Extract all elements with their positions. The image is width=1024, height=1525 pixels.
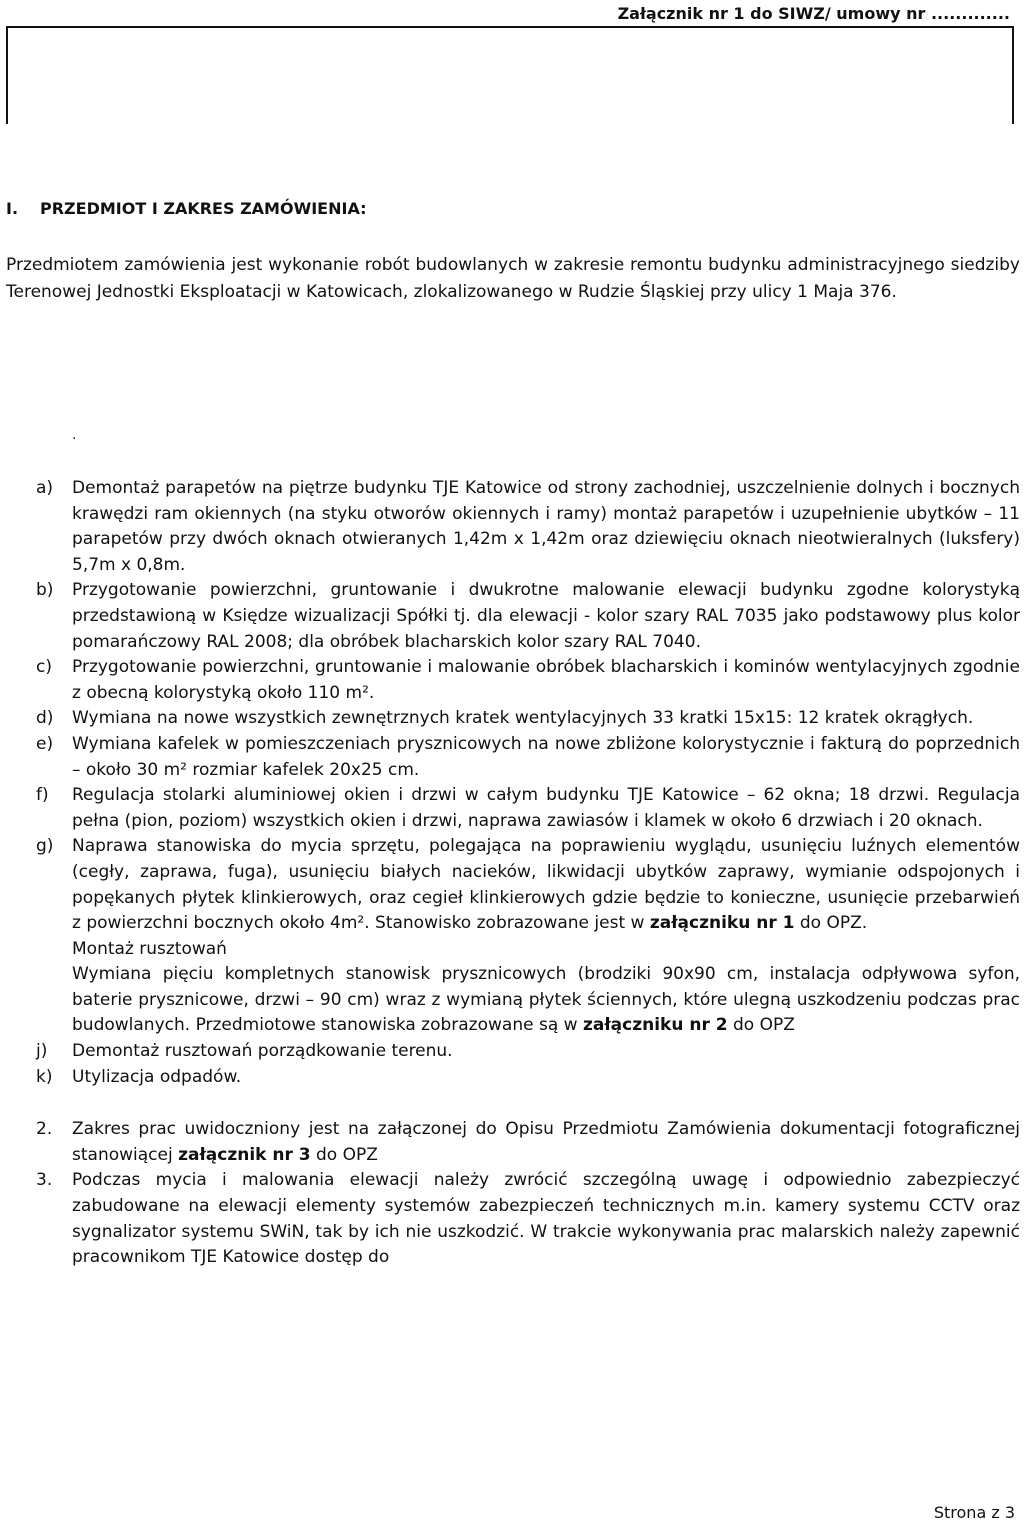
- item-text: Przygotowanie powierzchni, gruntowanie i malowanie obróbek blacharskich i kominów wentylacyjnych zgodnie z obecną kolorystyką około 110 m².: [72, 657, 1020, 703]
- item-text: Demontaż rusztowań porządkowanie terenu.: [72, 1041, 453, 1062]
- section-title: [6, 198, 367, 220]
- item-text: Regulacja stolarki aluminiowej okien i drzwi w całym budynku TJE Katowice – 62 okna; 18 drzwi. Regulacja pełna (pion, poziom) wszystkich okien i drzwi, naprawa zawiasów i klamek w około 6 drzwiach i 20 oknach.: [72, 785, 1020, 831]
- item-text: Przygotowanie powierzchni, gruntowanie i dwukrotne malowanie elewacji budynku zgodne kolorystyką przedstawioną w Księdze wizualizacji Spółki tj. dla elewacji - kolor szary RAL 7035 jako podstawowy plus kolor pomarańczowy RAL 2008; dla obróbek blacharskich kolor szary RAL 7040.: [72, 580, 1020, 652]
- item-text: [72, 1168, 1020, 1270]
- numbered-item: [36, 1117, 1020, 1168]
- attachment-reference: załączniku nr 1: [649, 913, 795, 934]
- item-text-part: Naprawa stanowiska do mycia sprzętu, polegająca na poprawieniu wyglądu, usunięciu luźnych elementów (cegły, zaprawa, fuga), usunięciu białych nacieków, likwidacji ubytków zaprawy, wymianie odspojonych i popękanych płytek klinkierowych, oraz cegieł klinkierowych gdzie będzie to konieczne, usunięcie przebarwień z powierzchni bocznych około 4m². Stanowisko zobrazowane jest w: [72, 836, 1020, 934]
- item-text-part: Zakres prac uwidoczniony jest na załączonej do Opisu Przedmiotu Zamówienia dokumentacji fotograficznej stanowiącej: [72, 1119, 1020, 1165]
- attachment-reference: załącznik nr 3: [178, 1144, 311, 1165]
- spacer: [36, 1090, 1020, 1117]
- item-text: [72, 834, 1020, 936]
- list-item: [36, 937, 1020, 963]
- list-item: [36, 783, 1020, 834]
- item-text-part: Podczas mycia i malowania elewacji należy zwrócić szczególną uwagę i odpowiednio zabezpieczyć zabudowane na elewacji elementy systemów zabezpieczeń technicznych m.in. kamery systemu CCTV oraz sygnalizator systemu SWiN, tak by ich nie uszkodzić. W trakcie wykonywania prac malarskich należy zapewnić pracownikom TJE Katowice dostęp do: [72, 1170, 1020, 1268]
- item-marker: g): [36, 836, 54, 857]
- list-item: [36, 732, 1020, 783]
- item-marker: j): [36, 1041, 48, 1062]
- item-marker: c): [36, 657, 52, 678]
- item-text: Montaż rusztowań: [72, 938, 227, 959]
- item-text-part: do OPZ: [727, 1015, 795, 1036]
- item-marker: 2.: [36, 1119, 53, 1140]
- list-item: [36, 1039, 1020, 1065]
- item-text: Wymiana kafelek w pomieszczeniach prysznicowych na nowe zbliżone kolorystycznie i fakturą do poprzednich – około 30 m² rozmiar kafelek 20x25 cm.: [72, 733, 1020, 780]
- page-footer: Strona z 3: [933, 1503, 1015, 1522]
- item-marker: k): [36, 1066, 53, 1087]
- numbered-item: [36, 1168, 1020, 1270]
- item-marker: d): [36, 708, 54, 729]
- scope-list: [36, 476, 1020, 1271]
- item-text-part: Wymiana pięciu kompletnych stanowisk prysznicowych (brodziki 90x90 cm, instalacja odpływowa syfon, baterie prysznicowe, drzwi – 90 cm) wraz z wymianą płytek ściennych, które ulegną uszkodzeniu podczas prac budowlanych. Przedmiotowe stanowiska zobrazowane są w: [72, 964, 1020, 1036]
- item-text: [72, 962, 1020, 1039]
- item-text: Demontaż parapetów na piętrze budynku TJE Katowice od strony zachodniej, uszczelnienie dolnych i bocznych krawędzi ram okiennych (na styku otworów okiennych i ramy) montaż parapetów i uzupełnienie ubytków – 11 parapetów przy dwóch oknach otwieranych 1,42m x 1,42m oraz dziewięciu oknach nieotwieralnych (luksfery) 5,7m x 0,8m.: [72, 478, 1020, 575]
- item-text: Wymiana na nowe wszystkich zewnętrznych kratek wentylacyjnych 33 kratki 15x15: 12 kratek okrągłych.: [72, 708, 974, 729]
- item-marker: [36, 937, 72, 963]
- item-text-part: do OPZ: [310, 1144, 378, 1165]
- attachment-reference: załączniku nr 2: [582, 1015, 728, 1036]
- item-marker: f): [36, 785, 49, 806]
- item-marker: a): [36, 478, 54, 498]
- list-item: [36, 655, 1020, 706]
- section-heading: PRZEDMIOT I ZAKRES ZAMÓWIENIA:: [40, 199, 367, 218]
- list-item: [36, 476, 1020, 578]
- list-item: [36, 1065, 1020, 1091]
- intro-paragraph: Przedmiotem zamówienia jest wykonanie robót budowlanych w zakresie remontu budynku administracyjnego siedziby Terenowej Jednostki Eksploatacji w Katowicach, zlokalizowanego w Rudzie Śląskiej przy ulicy 1 Maja 376.: [6, 255, 1020, 302]
- item-marker: b): [36, 580, 54, 601]
- list-item: [36, 706, 1020, 732]
- annex-header: Załącznik nr 1 do SIWZ/ umowy nr .............: [617, 4, 1010, 23]
- item-text: Utylizacja odpadów.: [72, 1066, 242, 1087]
- list-item: [36, 962, 1020, 1039]
- stray-mark: .: [72, 427, 77, 443]
- header-frame: [6, 26, 1014, 124]
- item-marker: e): [36, 733, 54, 754]
- section-number: I.: [6, 199, 19, 218]
- list-item: [36, 834, 1020, 936]
- list-item: [36, 578, 1020, 655]
- item-marker: 3.: [36, 1170, 53, 1191]
- item-text-part: do OPZ.: [794, 913, 868, 934]
- item-marker: [36, 962, 72, 1039]
- item-text: [72, 1117, 1020, 1168]
